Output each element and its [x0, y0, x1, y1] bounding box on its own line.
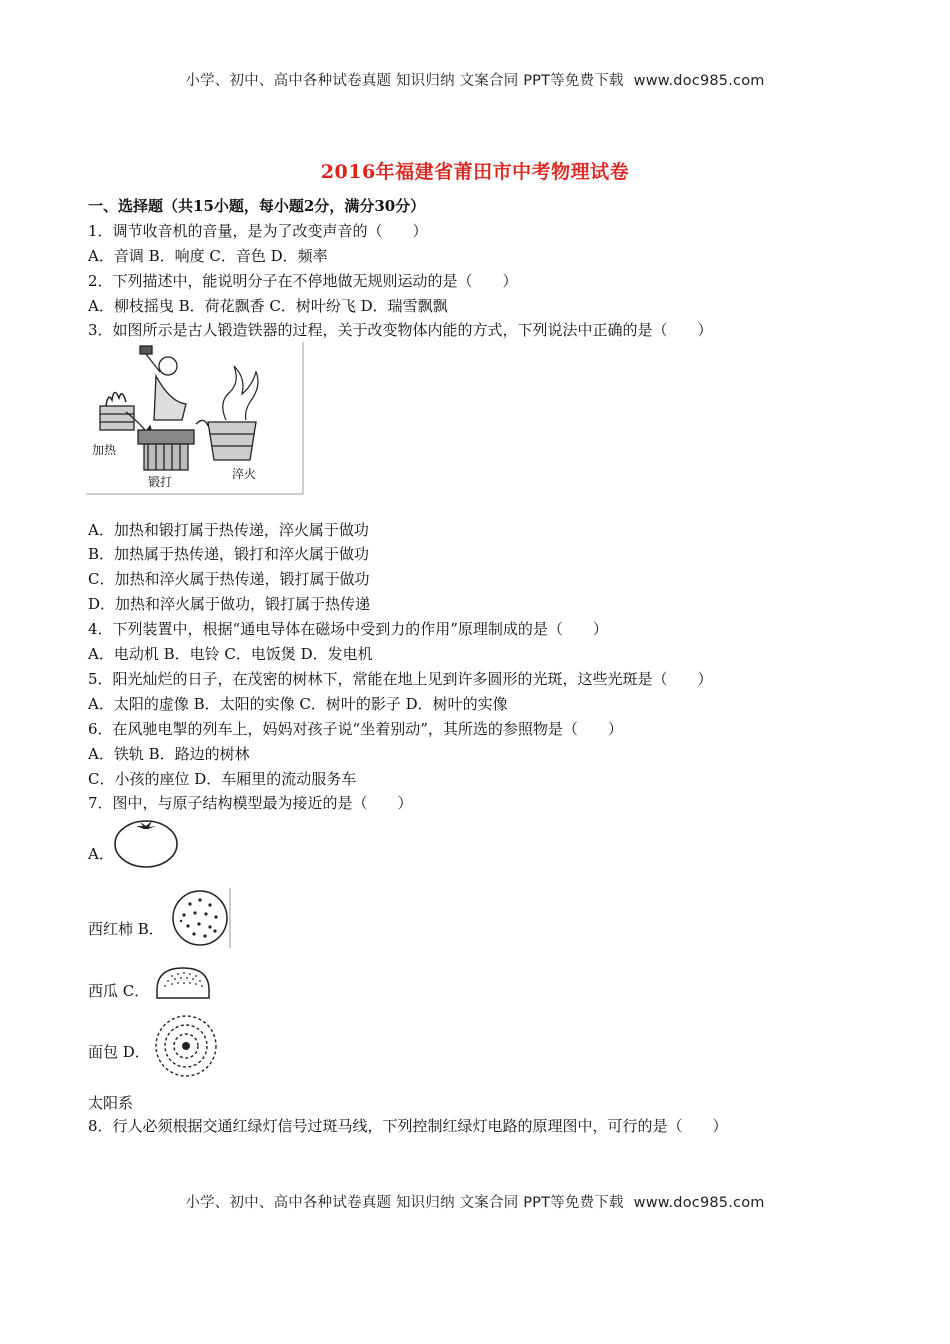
label-forge: 锻打: [148, 475, 173, 489]
q3-stem: 3．如图所示是古人锻造铁器的过程，关于改变物体内能的方式，下列说法中正确的是（ ）: [88, 321, 713, 339]
page-header: [0, 69, 950, 90]
q7-stem: 7．图中，与原子结构模型最为接近的是（ ）: [88, 794, 413, 812]
q7-label-a: A．: [88, 845, 114, 863]
q7-label-d: 面包 D．: [88, 1043, 150, 1061]
watermelon-figure: [168, 888, 234, 948]
q5-options: A．太阳的虚像 B．太阳的实像 C．树叶的影子 D．树叶的实像: [88, 695, 508, 713]
tomato-figure: [112, 814, 180, 870]
blacksmith: [126, 346, 186, 434]
label-quench: 淬火: [232, 467, 257, 481]
q7-label-c: 西瓜 C．: [88, 982, 150, 1000]
anvil: [138, 430, 194, 470]
q4-options: A．电动机 B．电铃 C．电饭煲 D．发电机: [88, 645, 373, 663]
q2-options: A．柳枝摇曳 B．荷花飘香 C．树叶纷飞 D．瑞雪飘飘: [88, 297, 448, 315]
q1-stem: 1．调节收音机的音量，是为了改变声音的（ ）: [88, 222, 428, 240]
q4-stem: 4．下列装置中，根据“通电导体在磁场中受到力的作用”原理制成的是（ ）: [88, 620, 608, 638]
footer-text: 小学、初中、高中各种试卷真题 知识归纳 文案合同 PPT等免费下载: [185, 1195, 624, 1211]
q7-label-solar: 太阳系: [88, 1094, 134, 1112]
q6-stem: 6．在风驰电掣的列车上，妈妈对孩子说“坐着别动”，其所选的参照物是（ ）: [88, 720, 623, 738]
q5-stem: 5．阳光灿烂的日子，在茂密的树林下，常能在地上见到许多圆形的光斑，这些光斑是（ ）: [88, 670, 713, 688]
footer-site[interactable]: www.doc985.com: [633, 1195, 765, 1211]
q2-stem: 2．下列描述中，能说明分子在不停地做无规则运动的是（ ）: [88, 272, 518, 290]
section-heading: 一、选择题（共15小题，每小题2分，满分30分）: [88, 197, 426, 215]
header-site[interactable]: www.doc985.com: [633, 73, 765, 89]
solar-system-figure: [152, 1014, 220, 1078]
q3-option-c: C．加热和淬火属于热传递，锻打属于做功: [88, 570, 370, 588]
q3-option-b: B．加热属于热传递，锻打和淬火属于做功: [88, 545, 370, 563]
q6-options-1: A．铁轨 B．路边的树林: [88, 745, 250, 763]
label-heat: 加热: [92, 443, 117, 457]
q1-options: A．音调 B．响度 C．音色 D．频率: [88, 247, 328, 265]
page-title: 2016年福建省莆田市中考物理试卷: [320, 161, 630, 183]
q6-options-2: C．小孩的座位 D．车厢里的流动服务车: [88, 770, 357, 788]
heating-furnace: [100, 392, 134, 430]
bread-figure: [154, 964, 212, 1002]
q8-stem: 8．行人必须根据交通红绿灯信号过斑马线，下列控制红绿灯电路的原理图中，可行的是（ ）: [88, 1117, 728, 1135]
header-text: 小学、初中、高中各种试卷真题 知识归纳 文案合同 PPT等免费下载: [185, 73, 624, 89]
q3-option-a: A．加热和锻打属于热传递，淬火属于做功: [88, 521, 369, 539]
q7-label-b: 西红柿 B．: [88, 920, 164, 938]
forging-figure: [86, 342, 304, 496]
page-footer: [0, 1191, 950, 1212]
q3-option-d: D．加热和淬火属于做功，锻打属于热传递: [88, 595, 371, 613]
quench-tub: [196, 366, 258, 460]
